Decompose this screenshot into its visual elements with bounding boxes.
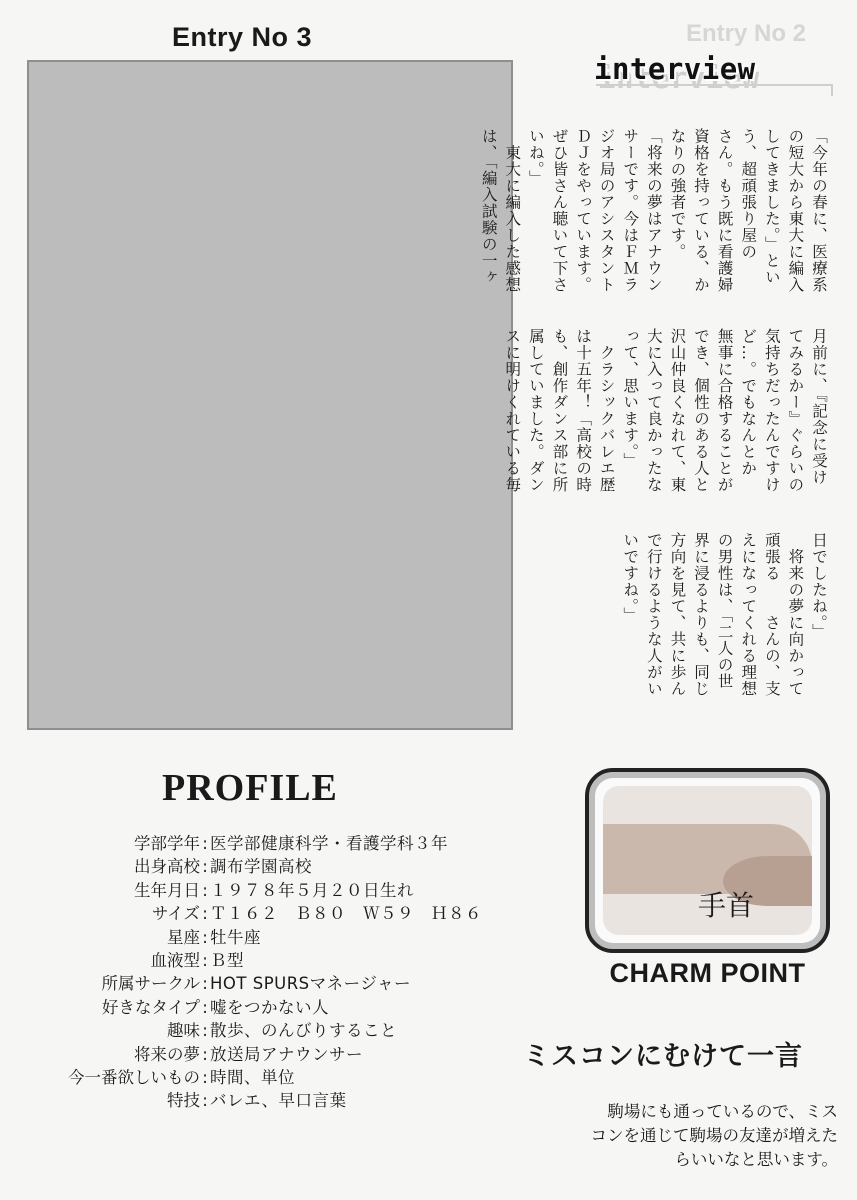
charm-point-title: CHARM POINT: [609, 958, 806, 988]
profile-value: 調布学園高校: [210, 857, 312, 877]
charm-point-photo: [603, 786, 812, 935]
profile-photo-redacted: [27, 60, 513, 730]
profile-label: 将来の夢: [134, 1044, 200, 1064]
profile-value: 放送局アナウンサー: [210, 1044, 363, 1064]
message-title: ミスコンにむけて一言: [523, 1041, 803, 1072]
profile-separator: :: [202, 1044, 208, 1064]
profile-label: 星座: [167, 927, 200, 947]
profile-label: 学部学年: [134, 834, 200, 853]
profile-separator: :: [202, 857, 208, 877]
profile-value: Ｂ型: [210, 950, 244, 970]
profile-row: [60, 1017, 570, 1040]
profile-row: [60, 853, 570, 876]
interview-column-2: 月前に、『記念に受け てみるかー』ぐらいの 気持ちだったんですけ ど…。でもなんとか 無事に合格することが でき、個性のある人と 沢山仲良くなれて、東 大に入って良かったな って、思います。」 クラシックバレエ歴 は十五年！「高校の時 も、創作ダンス部に所 属していました。ダン スに明けくれている毎: [503, 328, 828, 493]
profile-separator: :: [202, 904, 208, 924]
profile-row: [60, 994, 570, 1017]
profile-value: バレエ、早口言葉: [210, 1091, 347, 1111]
profile-separator: :: [202, 974, 208, 994]
profile-row: [60, 924, 570, 947]
profile-value: HOT SPURSマネージャー: [210, 974, 411, 994]
profile-label: 趣味: [167, 1021, 200, 1041]
profile-value: 嘘をつかない人: [210, 997, 329, 1017]
profile-row: [60, 830, 570, 853]
profile-label: サイズ: [151, 904, 200, 924]
profile-value: 散歩、のんびりすること: [210, 1021, 397, 1041]
profile-separator: :: [202, 997, 208, 1017]
charm-caption: 手首: [698, 889, 755, 922]
profile-value: １９７８年５月２０日生れ: [210, 880, 414, 900]
profile-separator: :: [202, 950, 208, 970]
profile-label: 特技: [167, 1091, 200, 1111]
profile-value: Ｔ１６２ Ｂ８０ Ｗ５９ Ｈ８６: [210, 904, 482, 924]
profile-separator: :: [202, 1021, 208, 1041]
ghost-entry-title: Entry No 2: [686, 20, 807, 47]
profile-row: [60, 1041, 570, 1064]
profile-label: 血液型: [150, 950, 200, 970]
interview-column-1: 「今年の春に、医療系 の短大から東大に編入 してきました。」とい う、超頑張り屋の さん。もう既に看護婦 資格を持っている、か なりの強者です。 「将来の夢はアナウン サーです。今はＦＭラ ジオ局のアシスタント ＤＪをやっています。 ぜひ皆さん聴いて下さ いね。」 東大に編入した感想 は、「編入試験の一ヶ: [479, 128, 828, 293]
profile-value: 時間、単位: [210, 1067, 295, 1087]
interview-column-3: 日でしたね。」 将来の夢に向かって 頑張る さんの、支 えになってくれる理想 の男性は、「二人の世 界に浸るよりも、同じ 方向を見て、共に歩ん で行けるような人がい いですね。」: [621, 532, 828, 697]
entry-title: Entry No 3: [172, 22, 313, 52]
profile-label: 所属サークル: [101, 974, 200, 994]
profile-row: [60, 1087, 570, 1110]
profile-label: 出身高校: [134, 857, 200, 877]
profile-row: [60, 947, 570, 970]
profile-row: [60, 970, 570, 993]
profile-label: 好きなタイプ: [101, 997, 200, 1017]
interview-title: interview: [594, 52, 756, 86]
profile-row: [60, 877, 570, 900]
profile-separator: :: [202, 880, 208, 900]
profile-value: 牡牛座: [210, 927, 261, 947]
profile-value: 医学部健康科学・看護学科３年: [210, 834, 448, 853]
profile-label: 生年月日: [134, 880, 200, 900]
charm-point-frame: [585, 768, 830, 953]
profile-list: [60, 830, 570, 1111]
profile-row: [60, 1064, 570, 1087]
profile-title: PROFILE: [162, 767, 338, 809]
profile-separator: :: [202, 834, 208, 853]
message-body: 駒場にも通っているので、ミス コンを通じて駒場の友達が増えた らいいなと思います。: [590, 1102, 838, 1169]
profile-separator: :: [202, 927, 208, 947]
profile-separator: :: [202, 1091, 208, 1111]
profile-separator: :: [202, 1067, 208, 1087]
profile-row: [60, 900, 570, 923]
profile-label: 今一番欲しいもの: [68, 1067, 200, 1087]
